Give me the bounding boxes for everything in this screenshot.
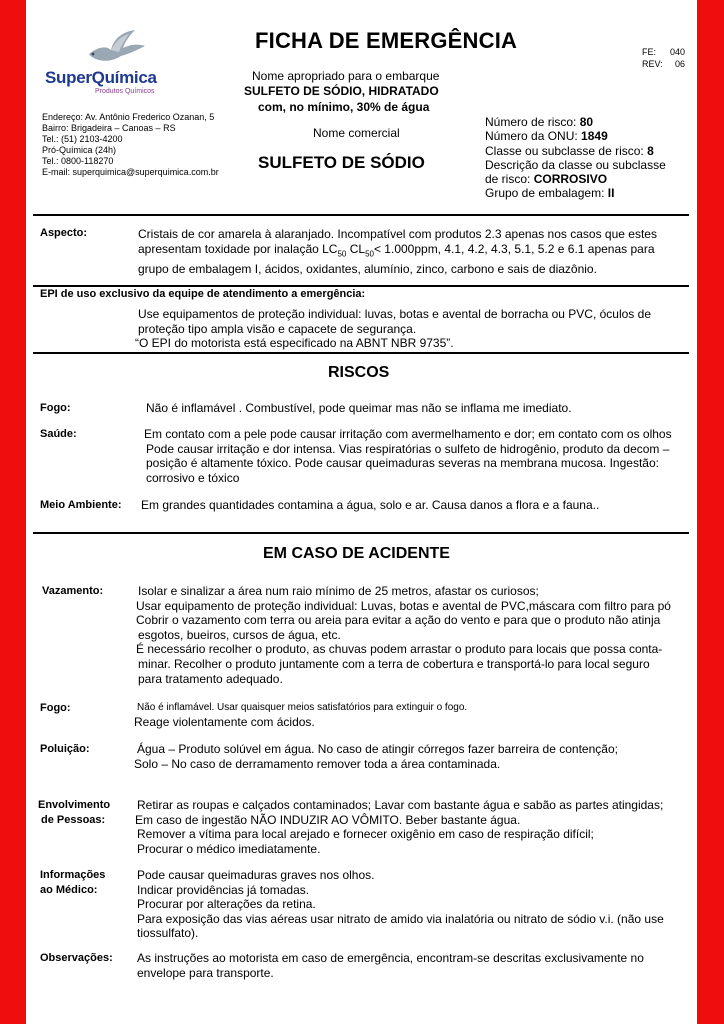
emergency-sheet bbox=[33, 14, 689, 1018]
epi-label: EPI de uso exclusivo da equipe de atendimento a emergência: bbox=[40, 288, 366, 300]
obs-line: As instruções ao motorista em caso de emergência, encontram-se descritas exclusivamente no bbox=[137, 951, 644, 965]
aspecto-text bbox=[138, 227, 657, 276]
aspecto-line: < 1.000ppm, 4.1, 4.2, 4.3, 5.1, 5.2 e 6.1 apenas para bbox=[373, 241, 655, 256]
epi-text bbox=[135, 307, 651, 351]
envolvimento-line: Remover a vítima para local arejado e fornecer oxigênio em caso de respiração difícil; bbox=[137, 827, 594, 842]
address-line: Endereço: Av. Antônio Frederico Ozanan, 5 bbox=[42, 112, 215, 122]
class-description: CORROSIVO bbox=[533, 172, 608, 187]
packing-group: II bbox=[607, 186, 615, 201]
epi-line: Use equipamentos de proteção individual: luvas, botas e avental de borracha ou PVC, óculos de bbox=[138, 307, 651, 321]
saude-line: Em contato com a pele pode causar irritação com avermelhamento e dor; em contato com os olhos bbox=[144, 427, 672, 441]
obs-line: envelope para transporte. bbox=[137, 965, 274, 980]
saude-line: corrosivo e tóxico bbox=[146, 470, 240, 485]
observacoes-text bbox=[137, 951, 644, 980]
aspecto-label: Aspecto: bbox=[40, 227, 88, 239]
info-line: tiossulfato). bbox=[137, 926, 199, 941]
poluicao-label: Poluição: bbox=[40, 743, 90, 755]
envolvimento-label bbox=[38, 799, 110, 827]
poluicao-text bbox=[134, 742, 618, 771]
onu-number: 1849 bbox=[581, 129, 608, 144]
informacoes-text bbox=[137, 868, 664, 941]
vazamento-label: Vazamento: bbox=[42, 585, 104, 597]
risk-class: 8 bbox=[647, 143, 654, 158]
rev-label: REV: bbox=[642, 59, 663, 69]
logo-name: SuperQuímica bbox=[45, 68, 157, 87]
shipping-name-1: SULFETO DE SÓDIO, HIDRATADO bbox=[244, 84, 439, 98]
info-line: Para exposição das vias aéreas usar nitrato de amido via inalatória ou nitrato de sódio v.i. (não use bbox=[137, 911, 664, 926]
subscript: 50 bbox=[365, 248, 374, 258]
informacoes-label bbox=[40, 869, 105, 897]
commercial-name: SULFETO DE SÓDIO bbox=[258, 153, 425, 172]
envolvimento-text bbox=[135, 798, 663, 856]
aspecto-line: apresentam toxidade por inalação LC bbox=[138, 241, 338, 256]
onu-label: Número da ONU: bbox=[485, 129, 578, 144]
company-logo bbox=[45, 28, 165, 100]
epi-line: “O EPI do motorista está especificado na ABNT NBR 9735”. bbox=[135, 336, 454, 351]
address-line: Bairro: Brigadeira – Canoas – RS bbox=[42, 123, 176, 133]
info-line: Indicar providências já tomadas. bbox=[137, 882, 310, 897]
vazamento-line: esgotos, bueiros, cursos de água, etc. bbox=[138, 627, 341, 642]
left-red-bar bbox=[0, 0, 26, 1024]
vazamento-line: Isolar e sinalizar a área num raio mínimo de 25 metros, afastar os curiosos; bbox=[138, 584, 539, 598]
company-address bbox=[42, 112, 260, 178]
saude-line: posição é altamente tóxico. Pode causar queimaduras severas na membrana mucosa. Ingestão: bbox=[146, 456, 659, 471]
poluicao-line: Água – Produto solúvel em água. No caso de atingir córregos fazer barreira de contenção; bbox=[137, 742, 618, 756]
email-link[interactable]: E-mail: superquimica@superquimica.com.br bbox=[42, 167, 219, 177]
divider bbox=[33, 352, 689, 354]
info-line: Procurar por alterações da retina. bbox=[137, 897, 316, 912]
right-red-bar bbox=[697, 0, 724, 1024]
fe-value: 040 bbox=[670, 47, 686, 57]
page-title: FICHA DE EMERGÊNCIA bbox=[255, 28, 518, 53]
riscos-title: RISCOS bbox=[328, 364, 390, 381]
epi-line: proteção tipo ampla visão e capacete de segurança. bbox=[138, 321, 417, 336]
envolvimento-label-1: Envolvimento bbox=[38, 799, 111, 811]
fe-label: FE: bbox=[642, 47, 657, 57]
envolvimento-label-2: de Pessoas: bbox=[41, 814, 106, 826]
shipping-name-2: com, no mínimo, 30% de água bbox=[258, 100, 430, 114]
vazamento-line: É necessário recolher o produto, as chuvas podem arrastar o produto para locais que possa conta- bbox=[136, 642, 663, 657]
observacoes-label: Observações: bbox=[40, 952, 113, 964]
acidente-fogo-text: Não é inflamável. Usar quaisquer meios satisfatórios para extinguir o fogo. bbox=[137, 702, 468, 713]
subscript: 50 bbox=[337, 248, 347, 258]
poluicao-line: Solo – No caso de derramamento remover toda a área contaminada. bbox=[134, 756, 501, 771]
aspecto-line: grupo de embalagem I, ácidos, oxidantes, alumínio, zinco, carbono e sais de diazônio. bbox=[138, 261, 597, 276]
acidente-fogo-text-2: Reage violentamente com ácidos. bbox=[134, 715, 315, 729]
vazamento-line: minar. Recolher o produto juntamente com a terra de cobertura e transportá-lo para local seguro bbox=[138, 656, 650, 671]
saude-line: Pode causar irritação e dor intensa. Vias respiratórias o sulfeto de hidrogênio, produto da decom – bbox=[146, 441, 670, 456]
acidente-title: EM CASO DE ACIDENTE bbox=[263, 545, 450, 562]
info-line: Pode causar queimaduras graves nos olhos. bbox=[137, 868, 375, 882]
divider bbox=[33, 285, 689, 287]
aspecto-line: CL bbox=[346, 241, 366, 256]
address-line: Pró-Química (24h) bbox=[42, 145, 117, 155]
address-line: Tel.: (51) 2103-4200 bbox=[42, 134, 123, 144]
acidente-fogo-label: Fogo: bbox=[40, 702, 71, 714]
risk-number: 80 bbox=[579, 115, 594, 129]
riscos-fogo-text: Não é inflamável . Combustível, pode queimar mas não se inflama me imediato. bbox=[146, 401, 572, 415]
divider bbox=[33, 214, 689, 216]
logo-subtitle: Produtos Químicos bbox=[95, 88, 155, 95]
meio-ambiente-text: Em grandes quantidades contamina a água, solo e ar. Causa danos a flora e a fauna.. bbox=[141, 498, 600, 512]
envolvimento-line: Em caso de ingestão NÃO INDUZIR AO VÔMITO. Beber bastante água. bbox=[135, 812, 521, 827]
vazamento-line: para tratamento adequado. bbox=[138, 671, 283, 686]
shipping-name-label: Nome apropriado para o embarque bbox=[252, 69, 440, 83]
info-label-2: ao Médico: bbox=[40, 884, 98, 896]
risk-number-label: Número de risco: bbox=[485, 115, 577, 129]
divider bbox=[33, 532, 689, 534]
riscos-fogo-label: Fogo: bbox=[40, 402, 71, 414]
vazamento-line: Usar equipamento de proteção individual: Luvas, botas e avental de PVC,máscara com filtro para pó bbox=[136, 598, 671, 613]
packing-label: Grupo de embalagem: bbox=[485, 186, 605, 201]
envolvimento-line: Retirar as roupas e calçados contaminados; Lavar com bastante água e sabão as partes atingidas; bbox=[137, 798, 664, 812]
dove-icon bbox=[81, 28, 147, 68]
commercial-name-label: Nome comercial bbox=[313, 126, 400, 140]
info-label-1: Informações bbox=[40, 869, 106, 881]
meio-ambiente-label: Meio Ambiente: bbox=[40, 499, 122, 511]
saude-label: Saúde: bbox=[40, 428, 77, 440]
saude-text bbox=[144, 427, 672, 485]
aspecto-line: Cristais de cor amarela à alaranjado. Incompatível com produtos 2.3 apenas nos casos que estes bbox=[138, 227, 657, 241]
rev-value: 06 bbox=[675, 59, 686, 69]
class-desc-label: Descrição da classe ou subclasse bbox=[485, 157, 666, 172]
address-line: Tel.: 0800-118270 bbox=[42, 156, 114, 166]
class-desc-label-2: de risco: bbox=[485, 172, 531, 187]
vazamento-line: Cobrir o vazamento com terra ou areia para evitar a ação do vento e para que o produto não atinja bbox=[136, 613, 661, 628]
vazamento-text bbox=[136, 584, 671, 686]
risk-info bbox=[485, 115, 666, 201]
class-label: Classe ou subclasse de risco: bbox=[485, 143, 644, 158]
envolvimento-line: Procurar o médico imediatamente. bbox=[137, 841, 321, 856]
